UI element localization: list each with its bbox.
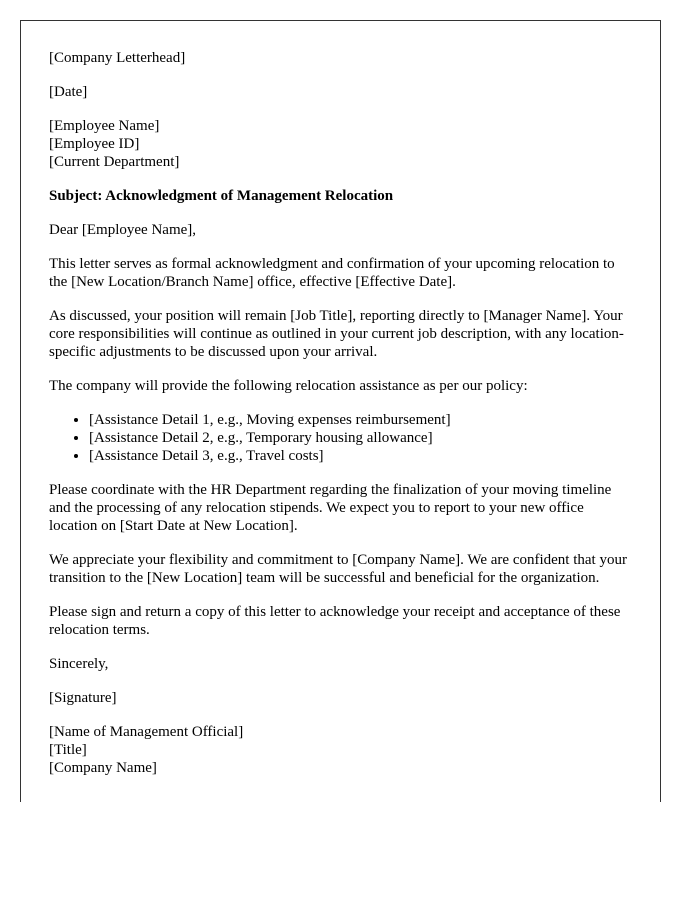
recipient-department: [Current Department] xyxy=(49,154,180,170)
paragraph-assistance-intro: The company will provide the following relocation assistance as per our policy: xyxy=(49,378,528,394)
recipient-name: [Employee Name] xyxy=(49,118,160,134)
recipient-id: [Employee ID] xyxy=(49,136,140,152)
signature-placeholder: [Signature] xyxy=(49,690,117,706)
recipient-block xyxy=(49,117,632,171)
assistance-item: • [Assistance Detail 1, e.g., Moving expenses reimbursement] xyxy=(89,411,632,429)
paragraph-sign-return: Please sign and return a copy of this letter to acknowledge your receipt and acceptance of these relocation terms. xyxy=(49,604,621,638)
sender-company: [Company Name] xyxy=(49,760,157,776)
subject-line: Subject: Acknowledgment of Management Relocation xyxy=(49,188,394,204)
assistance-list xyxy=(49,411,632,465)
sender-block xyxy=(49,723,632,777)
salutation: Dear [Employee Name], xyxy=(49,222,197,238)
letter-document xyxy=(20,20,661,802)
valediction: Sincerely, xyxy=(49,656,109,672)
sender-name: [Name of Management Official] xyxy=(49,724,244,740)
assistance-item: • [Assistance Detail 3, e.g., Travel costs] xyxy=(89,447,632,465)
paragraph-position: As discussed, your position will remain [Job Title], reporting directly to [Manager Name]. Your core responsibilities will continue as outlined in your current job description, with any location-specific adjustments to be discussed upon your arrival. xyxy=(49,308,624,360)
sender-title: [Title] xyxy=(49,742,87,758)
assistance-item: • [Assistance Detail 2, e.g., Temporary housing allowance] xyxy=(89,429,632,447)
paragraph-appreciation: We appreciate your flexibility and commitment to [Company Name]. We are confident that your transition to the [New Location] team will be successful and beneficial for the organization. xyxy=(49,552,627,586)
letter-date: [Date] xyxy=(49,84,88,100)
company-letterhead: [Company Letterhead] xyxy=(49,50,186,66)
paragraph-coordination: Please coordinate with the HR Department regarding the finalization of your moving timeline and the processing of any relocation stipends. We expect you to report to your new office location on [Start Date at New Location]. xyxy=(49,482,612,534)
paragraph-intro: This letter serves as formal acknowledgment and confirmation of your upcoming relocation to the [New Location/Branch Name] office, effective [Effective Date]. xyxy=(49,256,615,290)
